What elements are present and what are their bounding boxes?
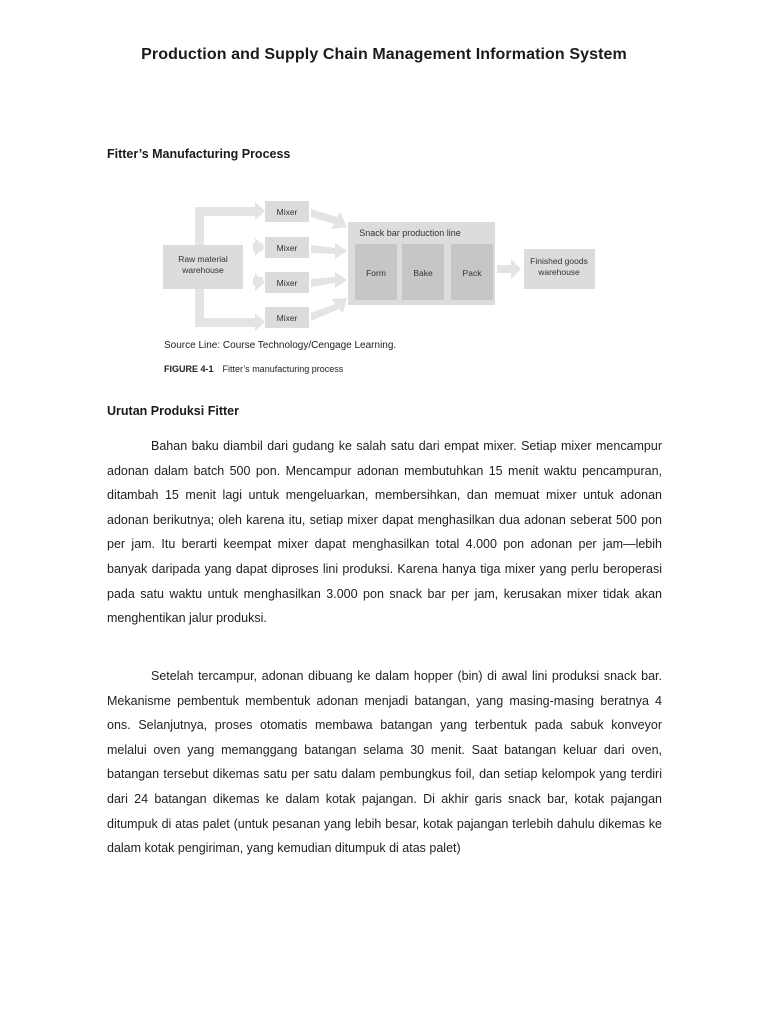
mixer-label-4: Mixer (276, 313, 298, 323)
body-paragraph-1: Bahan baku diambil dari gudang ke salah satu dari empat mixer. Setiap mixer mencampur adonan dalam batch 500 pon. Mencampur adonan membutuhkan 15 menit waktu pencampuran, ditambah 15 menit lagi untuk mengeluarkan, membersihkan, dan memuat mixer untuk adonan adonan berikutnya; oleh karena itu, setiap mixer dapat menghasilkan dua adonan seberat 500 pon per jam. Itu berarti keempat mixer dapat menghasilkan total 4.000 pon adonan per jam—lebih banyak daripada yang dapat diproses lini produksi. Karena hanya tiga mixer yang perlu beroperasi pada satu waktu untuk menghasilkan 3.000 pon snack bar per jam, kerusakan mixer tidak akan menghentikan jalur produksi. (107, 439, 662, 626)
figure-caption-label: FIGURE 4-1 (164, 364, 214, 374)
mixer-label-3: Mixer (276, 278, 298, 288)
body-paragraph-2: Setelah tercampur, adonan dibuang ke dalam hopper (bin) di awal lini produksi snack bar. Mekanisme pembentuk membentuk adonan menjadi batangan, yang masing-masing beratnya 4 ons. Selanjutnya, proses otomatis membawa batangan yang terbentuk pada sabuk konveyor melalui oven yang memanggang batangan selama 30 menit. Saat batangan keluar dari oven, batangan tersebut dikemas satu per satu dalam pembungkus foil, dan setiap kelompok yang terdiri dari 24 batangan dikemas ke dalam kotak pajangan. Di akhir garis snack bar, kotak pajangan ditumpuk di atas palet (untuk pesanan yang lebih besar, kotak pajangan terlebih dahulu dikemas ke dalam kotak pengiriman, yang kemudian ditumpuk di atas palet) (107, 669, 662, 856)
line-to-finished-arrow (497, 259, 521, 279)
stage-bake-label: Bake (413, 268, 433, 278)
figure-heading: Fitter’s Manufacturing Process (107, 147, 291, 161)
mixer-label-1: Mixer (276, 207, 298, 217)
raw-material-label-2: warehouse (182, 265, 224, 275)
finished-goods-label-2: warehouse (538, 267, 580, 277)
diagram-svg (163, 193, 603, 338)
figure-caption (164, 364, 343, 374)
stage-pack-label: Pack (462, 268, 482, 278)
stage-form-label: Form (366, 268, 386, 278)
mixer-label-2: Mixer (276, 243, 298, 253)
figure-source-line: Source Line: Course Technology/Cengage Learning. (164, 340, 397, 351)
finished-goods-label-1: Finished goods (530, 256, 588, 266)
raw-material-label-1: Raw material (178, 254, 228, 264)
page-title: Production and Supply Chain Management Information System (141, 46, 627, 63)
mixer-to-line-arrows (311, 209, 347, 321)
production-line-label: Snack bar production line (359, 228, 461, 238)
figure-caption-text: Fitter’s manufacturing process (222, 364, 344, 374)
manufacturing-process-diagram (163, 193, 603, 383)
section-heading: Urutan Produksi Fitter (107, 404, 239, 418)
